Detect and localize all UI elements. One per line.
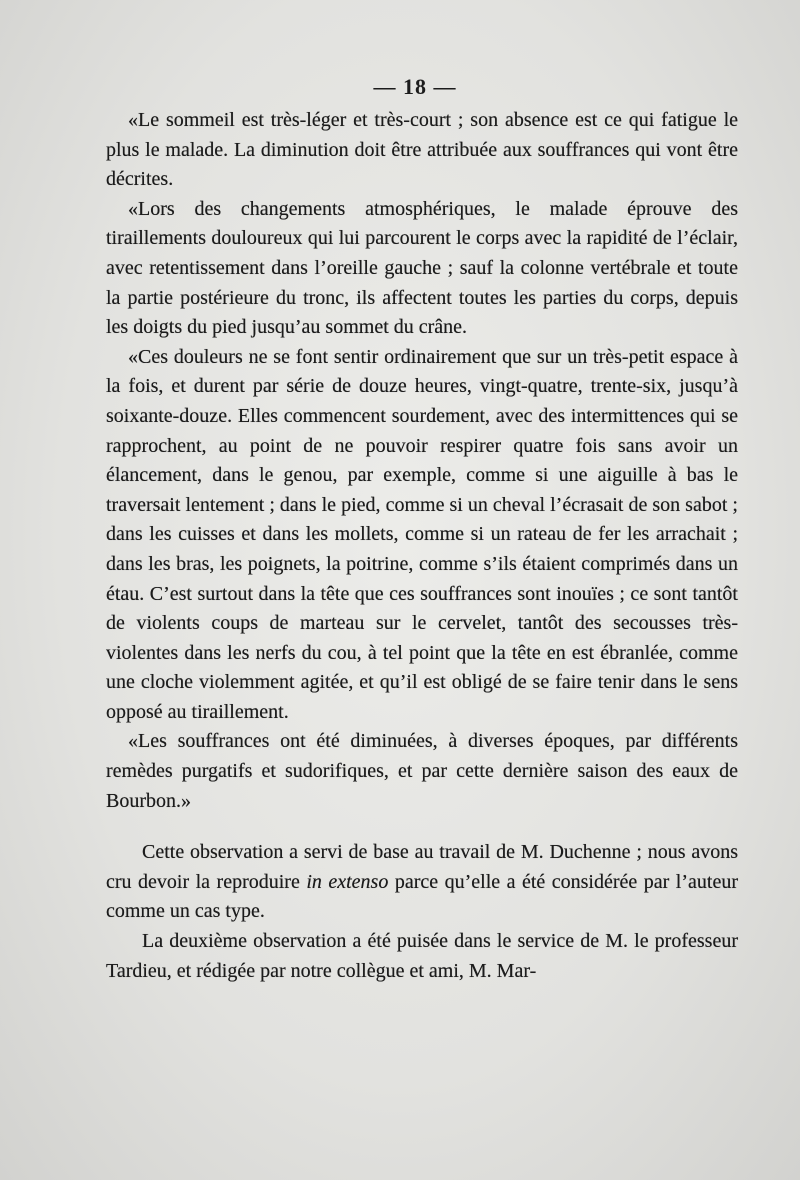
observation-text-end: parce qu’elle a été considérée par l’auteur comme un cas type. xyxy=(106,870,738,923)
paragraph-gap xyxy=(106,816,738,838)
in-extenso-italic: in extenso xyxy=(306,870,389,893)
paragraph-pain-description: «Ces douleurs ne se font sentir ordinairement que sur un très-petit espace à la fois, et durent par série de douze heures, vingt-quatre, trente-six, jusqu’à soixante-douze. Elles commencent sourdement, avec des intermittences qui se rapprochent, au point de ne pouvoir respirer quatre fois sans avoir un élancement, dans le genou, par exemple, comme si une aiguille à bas le traversait lentement ; dans le pied, comme si un cheval l’écrasait de son sabot ; dans les cuisses et dans les mollets, comme si un rateau de fer les arrachait ; dans les bras, les poignets, la poitrine, comme s’ils étaient comprimés dans un étau. C’est surtout dans la tête que ces souffrances sont inouïes ; ce sont tantôt de violents coups de marteau sur le cervelet, tantôt des secousses très-violentes dans les nerfs du cou, à tel point que la tête en est ébranlée, comme une cloche violemment agitée, et qu’il est obligé de se faire tenir dans le sens opposé au tiraillement. xyxy=(106,345,738,723)
paragraph-treatments: «Les souffrances ont été diminuées, à diverses époques, par différents remèdes purgatifs et sudorifiques, et par cette dernière saison des eaux de Bourbon.» xyxy=(106,730,738,812)
page-number: — 18 — xyxy=(373,74,457,99)
observation-text-start: Cette observation a servi de base au travail de M. Duchenne ; nous avons cru devoir la reproduire xyxy=(106,841,738,893)
paragraph-sleep: «Le sommeil est très-léger et très-court ; son absence est ce qui fatigue le plus le malade. La diminution doit être attribuée aux souffrances qui vont être décrites. xyxy=(106,109,738,191)
paragraph-second-observation: La deuxième observation a été puisée dans le service de M. le professeur Tardieu, et rédigée par notre collègue et ami, M. Mar- xyxy=(106,930,738,982)
paragraph-observation-basis xyxy=(106,838,738,927)
paragraph-atmospheric-changes: «Lors des changements atmosphériques, le malade éprouve des tiraillements douloureux qui lui parcourent le corps avec la rapidité de l’éclair, avec retentissement dans l’oreille gauche ; sauf la colonne vertébrale et toute la partie postérieure du tronc, ils affectent toutes les parties du corps, depuis les doigts du pied jusqu’au sommet du crâne. xyxy=(106,197,738,339)
body-text xyxy=(106,106,738,986)
